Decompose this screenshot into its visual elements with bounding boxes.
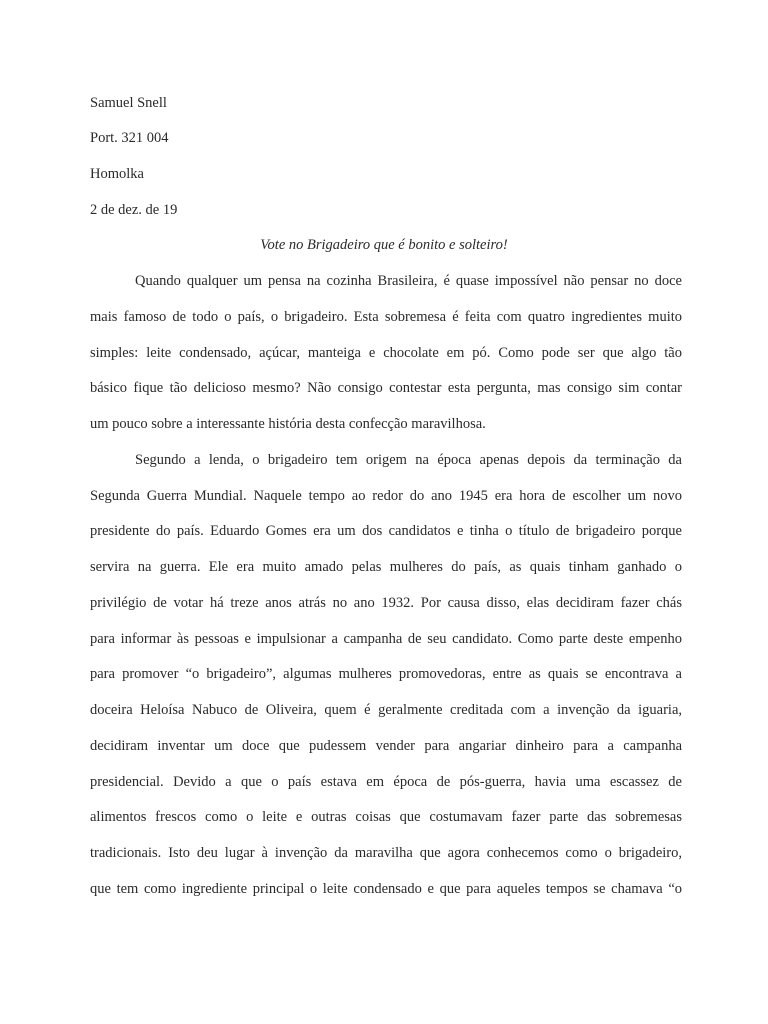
paragraph-2-line-8: doceira Heloísa Nabuco de Oliveira, quem é geralmente creditada com a invenção da iguaria,	[90, 702, 682, 718]
essay-title: Vote no Brigadeiro que é bonito e solteiro!	[260, 237, 508, 253]
paragraph-2-line-9: decidiram inventar um doce que pudessem vender para angariar dinheiro para a campanha	[90, 738, 682, 754]
paragraph-2-line-13: que tem como ingrediente principal o leite condensado e que para aqueles tempos se chamava “o	[90, 881, 682, 897]
document-date: 2 de dez. de 19	[90, 202, 178, 218]
paragraph-2-line-4: servira na guerra. Ele era muito amado pelas mulheres do país, as quais tinham ganhado o	[90, 559, 682, 575]
paragraph-2-line-11: alimentos frescos como o leite e outras coisas que costumavam fazer parte das sobremesas	[90, 809, 682, 825]
paragraph-1-line-4: básico fique tão delicioso mesmo? Não consigo contestar esta pergunta, mas consigo sim contar	[90, 380, 682, 396]
paragraph-2-line-2: Segunda Guerra Mundial. Naquele tempo ao redor do ano 1945 era hora de escolher um novo	[90, 488, 682, 504]
paragraph-1-line-5: um pouco sobre a interessante história desta confecção maravilhosa.	[90, 416, 486, 432]
paragraph-1-line-3: simples: leite condensado, açúcar, manteiga e chocolate em pó. Como pode ser que algo tão	[90, 345, 682, 361]
paragraph-2-line-10: presidencial. Devido a que o país estava em época de pós-guerra, havia uma escassez de	[90, 774, 682, 790]
paragraph-1-line-2: mais famoso de todo o país, o brigadeiro. Esta sobremesa é feita com quatro ingredientes muito	[90, 309, 682, 325]
author-name: Samuel Snell	[90, 95, 167, 111]
paragraph-1-line-1: Quando qualquer um pensa na cozinha Brasileira, é quase impossível não pensar no doce	[135, 273, 682, 289]
paragraph-2-line-7: para promover “o brigadeiro”, algumas mulheres promovedoras, entre as quais se encontrava a	[90, 666, 682, 682]
paragraph-2-line-3: presidente do país. Eduardo Gomes era um dos candidatos e tinha o título de brigadeiro porque	[90, 523, 682, 539]
paragraph-2-line-6: para informar às pessoas e impulsionar a campanha de seu candidato. Como parte deste empenho	[90, 631, 682, 647]
paragraph-2-line-12: tradicionais. Isto deu lugar à invenção da maravilha que agora conhecemos como o brigadeiro,	[90, 845, 682, 861]
instructor-name: Homolka	[90, 166, 144, 182]
paragraph-2-line-1: Segundo a lenda, o brigadeiro tem origem na época apenas depois da terminação da	[135, 452, 682, 468]
course-code: Port. 321 004	[90, 130, 169, 146]
paragraph-2-line-5: privilégio de votar há treze anos atrás no ano 1932. Por causa disso, elas decidiram fazer chás	[90, 595, 682, 611]
